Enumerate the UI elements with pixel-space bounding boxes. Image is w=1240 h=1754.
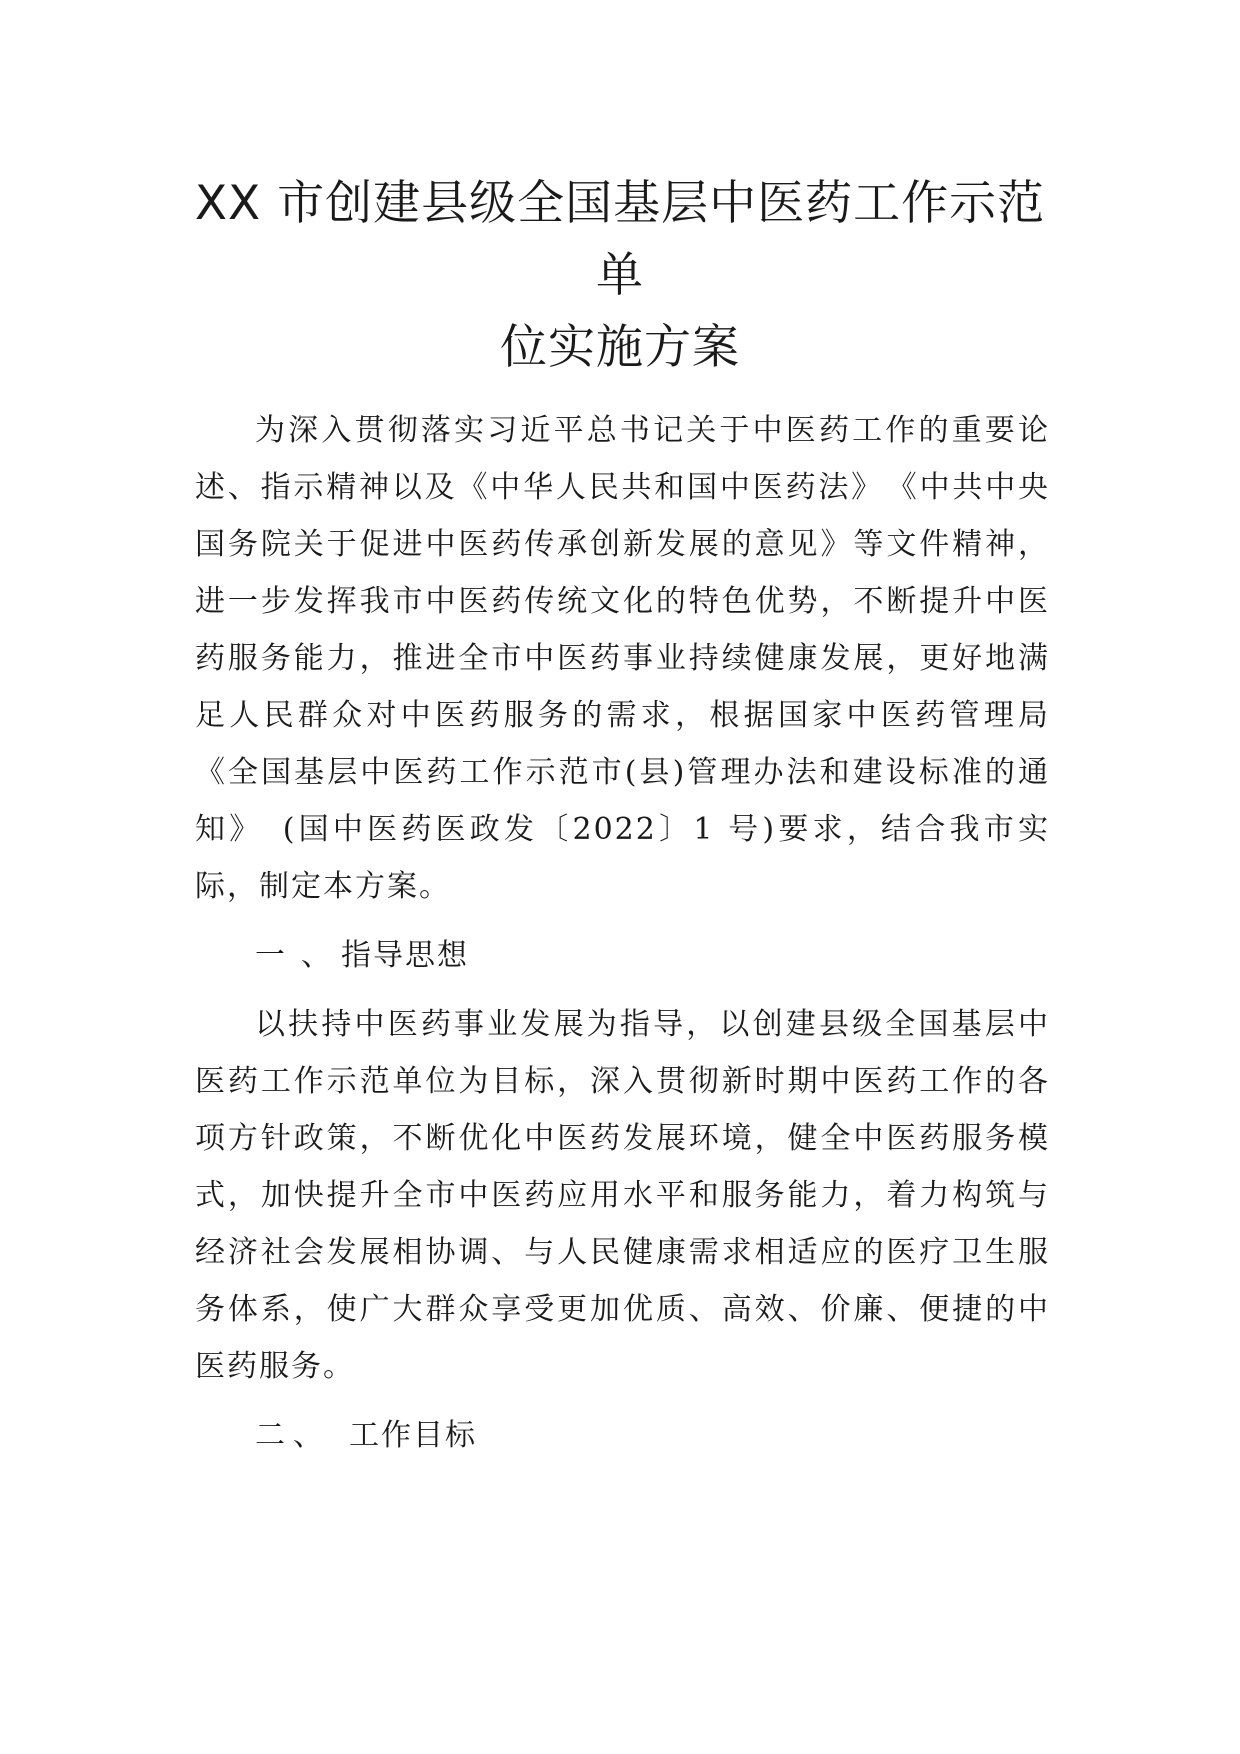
guiding-ideology-paragraph: 以扶持中医药事业发展为指导，以创建县级全国基层中医药工作示范单位为目标，深入贯彻新时期中医药工作的各项方针政策，不断优化中医药发展环境，健全中医药服务模式，加快提升全市中医药应用水平和服务能力，着力构筑与经济社会发展相协调、与人民健康需求相适应的医疗卫生服务体系，使广大群众享受更加优质、高效、价廉、便捷的中医药服务。 [195,1007,1050,1384]
section-separator: 、 [301,938,333,973]
section-title: 工作目标 [349,1418,477,1453]
document-title-line-2: 位实施方案 [500,320,740,375]
section-number: 二 [255,1418,287,1453]
section-title: 指导思想 [341,938,469,973]
document-title [180,168,1060,384]
section-number: 一 [255,938,287,973]
document-title-line-1: XX 市创建县级全国基层中医药工作示范单 [194,176,1046,303]
section-heading-work-goals [195,1407,1050,1464]
intro-paragraph: 为深入贯彻落实习近平总书记关于中医药工作的重要论述、指示精神以及《中华人民共和国中医药法》 《中共中央国务院关于促进中医药传承创新发展的意见》等文件精神，进一步发挥我市中医药传统文化的特色优势，不断提升中医药服务能力，推进全市中医药事业持续健康发展，更好地满足人民群众对中医药服务的需求，根据国家中医药管理局《全国基层中医药工作示范市(县)管理办法和建设标准的通知》 (国中医药医政发〔2022〕1 号)要求，结合我市实际，制定本方案。 [195,413,1050,904]
section-heading-guiding-ideology [195,927,1050,984]
document-body [195,402,1050,1464]
section-separator: 、 [293,1418,325,1453]
